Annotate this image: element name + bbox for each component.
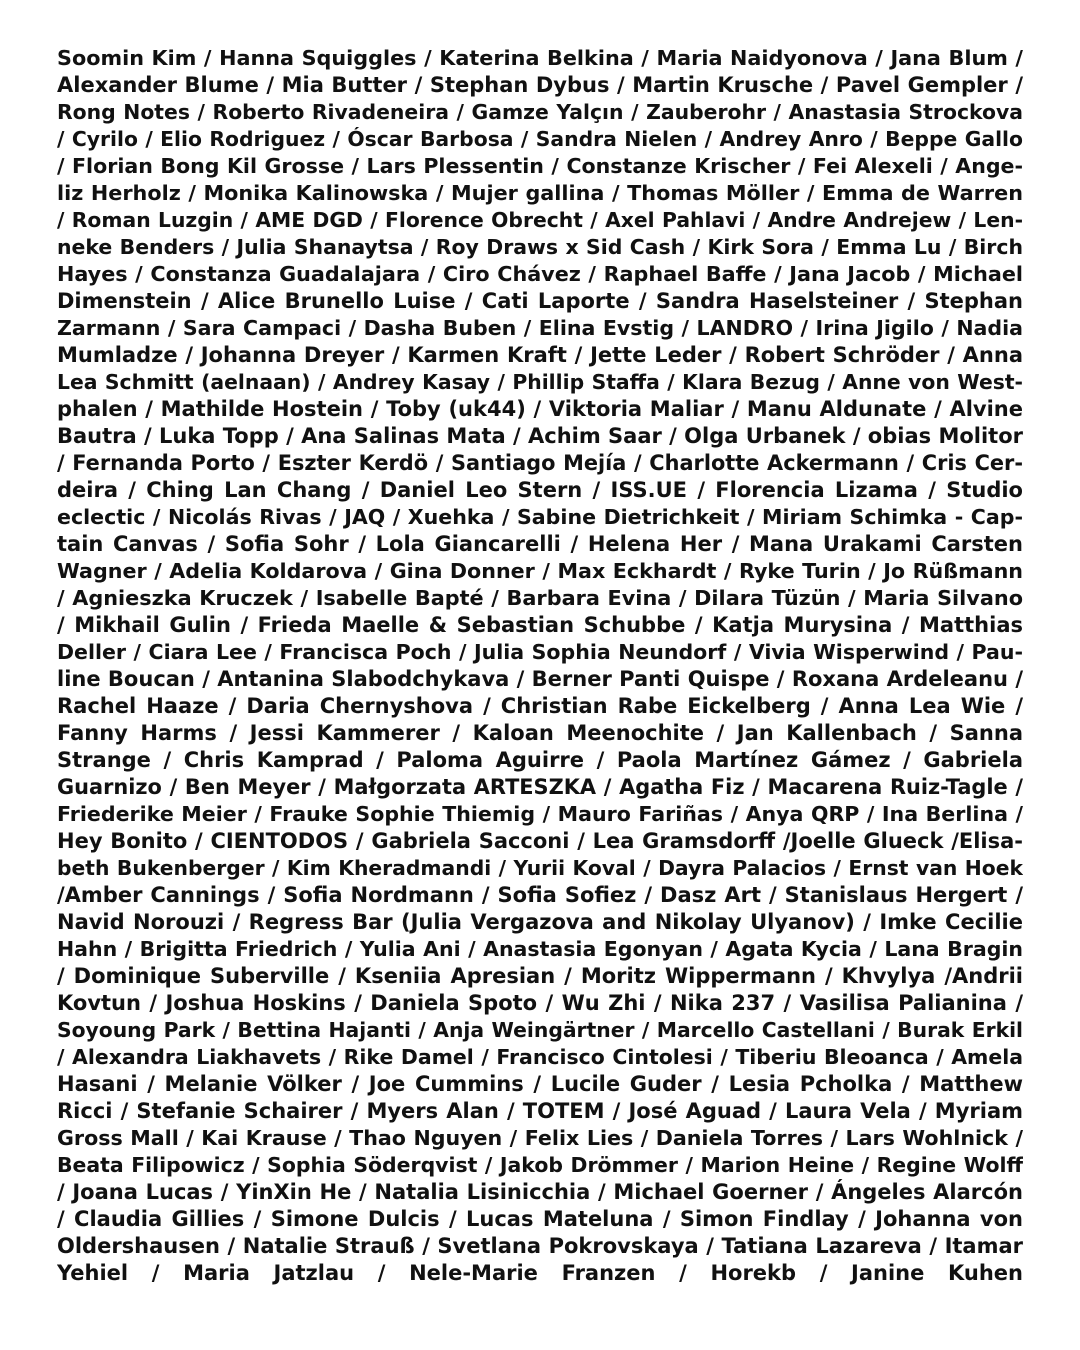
name-list — [57, 45, 1023, 1287]
name-list-line: Fanny Harms / Jessi Kammerer / Kaloan Meenochite / Jan Kallenbach / Sanna — [57, 721, 1023, 745]
name-list-line: Navid Norouzi / Regress Bar (Julia Vergazova and Nikolay Ulyanov) / Imke Cecilie — [57, 910, 1023, 934]
name-list-line: liz Herholz / Monika Kalinowska / Mujer gallina / Thomas Möller / Emma de Warren — [57, 181, 1023, 205]
name-list-line: Yehiel / Maria Jatzlau / Nele-Marie Franzen / Horekb / Janine Kuhen — [57, 1261, 1023, 1285]
name-list-line: Rong Notes / Roberto Rivadeneira / Gamze Yalçın / Zauberohr / Anastasia Strockova — [57, 100, 1023, 124]
name-list-line: Rachel Haaze / Daria Chernyshova / Christian Rabe Eickelberg / Anna Lea Wie / — [57, 694, 1023, 718]
name-list-line: neke Benders / Julia Shanaytsa / Roy Draws x Sid Cash / Kirk Sora / Emma Lu / Birch — [57, 235, 1023, 259]
name-list-line: Zarmann / Sara Campaci / Dasha Buben / Elina Evstig / LANDRO / Irina Jigilo / Nadia — [57, 316, 1023, 340]
name-list-line: Wagner / Adelia Koldarova / Gina Donner / Max Eckhardt / Ryke Turin / Jo Rüßmann — [57, 559, 1023, 583]
name-list-line: / Claudia Gillies / Simone Dulcis / Lucas Mateluna / Simon Findlay / Johanna von — [57, 1207, 1023, 1231]
name-list-line: Hayes / Constanza Guadalajara / Ciro Chávez / Raphael Baffe / Jana Jacob / Michael — [57, 262, 1023, 286]
name-list-line: Strange / Chris Kamprad / Paloma Aguirre / Paola Martínez Gámez / Gabriela — [57, 748, 1023, 772]
name-list-line: phalen / Mathilde Hostein / Toby (uk44) / Viktoria Maliar / Manu Aldunate / Alvine — [57, 397, 1023, 421]
name-list-line: line Boucan / Antanina Slabodchykava / Berner Panti Quispe / Roxana Ardeleanu / — [57, 667, 1023, 691]
name-list-line: Hasani / Melanie Völker / Joe Cummins / Lucile Guder / Lesia Pcholka / Matthew — [57, 1072, 1023, 1096]
name-list-line: / Mikhail Gulin / Frieda Maelle & Sebastian Schubbe / Katja Murysina / Matthias — [57, 613, 1023, 637]
name-list-line: / Alexandra Liakhavets / Rike Damel / Francisco Cintolesi / Tiberiu Bleoanca / Amela — [57, 1045, 1023, 1069]
name-list-line: / Florian Bong Kil Grosse / Lars Plessentin / Constanze Krischer / Fei Alexeli / Ange- — [57, 154, 1023, 178]
name-list-line: Dimenstein / Alice Brunello Luise / Cati Laporte / Sandra Haselsteiner / Stephan — [57, 289, 1023, 313]
name-list-line: Soyoung Park / Bettina Hajanti / Anja Weingärtner / Marcello Castellani / Burak Erkil — [57, 1018, 1023, 1042]
name-list-line: Soomin Kim / Hanna Squiggles / Katerina Belkina / Maria Naidyonova / Jana Blum / — [57, 46, 1023, 70]
name-list-line: Kovtun / Joshua Hoskins / Daniela Spoto / Wu Zhi / Nika 237 / Vasilisa Palianina / — [57, 991, 1023, 1015]
name-list-line: Oldershausen / Natalie Strauß / Svetlana Pokrovskaya / Tatiana Lazareva / Itamar — [57, 1234, 1023, 1258]
name-list-line: Mumladze / Johanna Dreyer / Karmen Kraft / Jette Leder / Robert Schröder / Anna — [57, 343, 1023, 367]
name-list-line: / Joana Lucas / YinXin He / Natalia Lisinicchia / Michael Goerner / Ángeles Alarcón — [57, 1180, 1023, 1204]
name-list-line: beth Bukenberger / Kim Kheradmandi / Yurii Koval / Dayra Palacios / Ernst van Hoek — [57, 856, 1023, 880]
name-list-line: / Agnieszka Kruczek / Isabelle Bapté / Barbara Evina / Dilara Tüzün / Maria Silvano — [57, 586, 1023, 610]
name-list-line: Alexander Blume / Mia Butter / Stephan Dybus / Martin Krusche / Pavel Gempler / — [57, 73, 1023, 97]
name-list-line: / Fernanda Porto / Eszter Kerdö / Santiago Mejía / Charlotte Ackermann / Cris Cer- — [57, 451, 1023, 475]
name-list-line: / Roman Luzgin / AME DGD / Florence Obrecht / Axel Pahlavi / Andre Andrejew / Len- — [57, 208, 1023, 232]
name-list-line: Hahn / Brigitta Friedrich / Yulia Ani / Anastasia Egonyan / Agata Kycia / Lana Bragin — [57, 937, 1023, 961]
name-list-line: Lea Schmitt (aelnaan) / Andrey Kasay / Phillip Staffa / Klara Bezug / Anne von West- — [57, 370, 1023, 394]
name-list-line: eclectic / Nicolás Rivas / JAQ / Xuehka / Sabine Dietrichkeit / Miriam Schimka - Cap- — [57, 505, 1023, 529]
name-list-line: Ricci / Stefanie Schairer / Myers Alan / TOTEM / José Aguad / Laura Vela / Myriam — [57, 1099, 1023, 1123]
name-list-line: deira / Ching Lan Chang / Daniel Leo Stern / ISS.UE / Florencia Lizama / Studio — [57, 478, 1023, 502]
name-list-line: Friederike Meier / Frauke Sophie Thiemig / Mauro Fariñas / Anya QRP / Ina Berlina / — [57, 802, 1023, 826]
name-list-line: / Dominique Suberville / Kseniia Apresian / Moritz Wippermann / Khvylya /Andrii — [57, 964, 1023, 988]
name-list-line: Guarnizo / Ben Meyer / Małgorzata ARTESZKA / Agatha Fiz / Macarena Ruiz-Tagle / — [57, 775, 1023, 799]
name-list-line: Deller / Ciara Lee / Francisca Poch / Julia Sophia Neundorf / Vivia Wisperwind / Pau- — [57, 640, 1023, 664]
name-list-line: /Amber Cannings / Sofia Nordmann / Sofia Sofiez / Dasz Art / Stanislaus Hergert / — [57, 883, 1023, 907]
name-list-line: Beata Filipowicz / Sophia Söderqvist / Jakob Drömmer / Marion Heine / Regine Wolff — [57, 1153, 1023, 1177]
name-list-line: Gross Mall / Kai Krause / Thao Nguyen / Felix Lies / Daniela Torres / Lars Wohlnick / — [57, 1126, 1023, 1150]
name-list-line: Hey Bonito / CIENTODOS / Gabriela Sacconi / Lea Gramsdorff /Joelle Glueck /Elisa- — [57, 829, 1023, 853]
name-list-line: / Cyrilo / Elio Rodriguez / Óscar Barbosa / Sandra Nielen / Andrey Anro / Beppe Gallo — [57, 127, 1023, 151]
name-list-line: Bautra / Luka Topp / Ana Salinas Mata / Achim Saar / Olga Urbanek / obias Molitor — [57, 424, 1023, 448]
name-list-line: tain Canvas / Sofia Sohr / Lola Giancarelli / Helena Her / Mana Urakami Carsten — [57, 532, 1023, 556]
